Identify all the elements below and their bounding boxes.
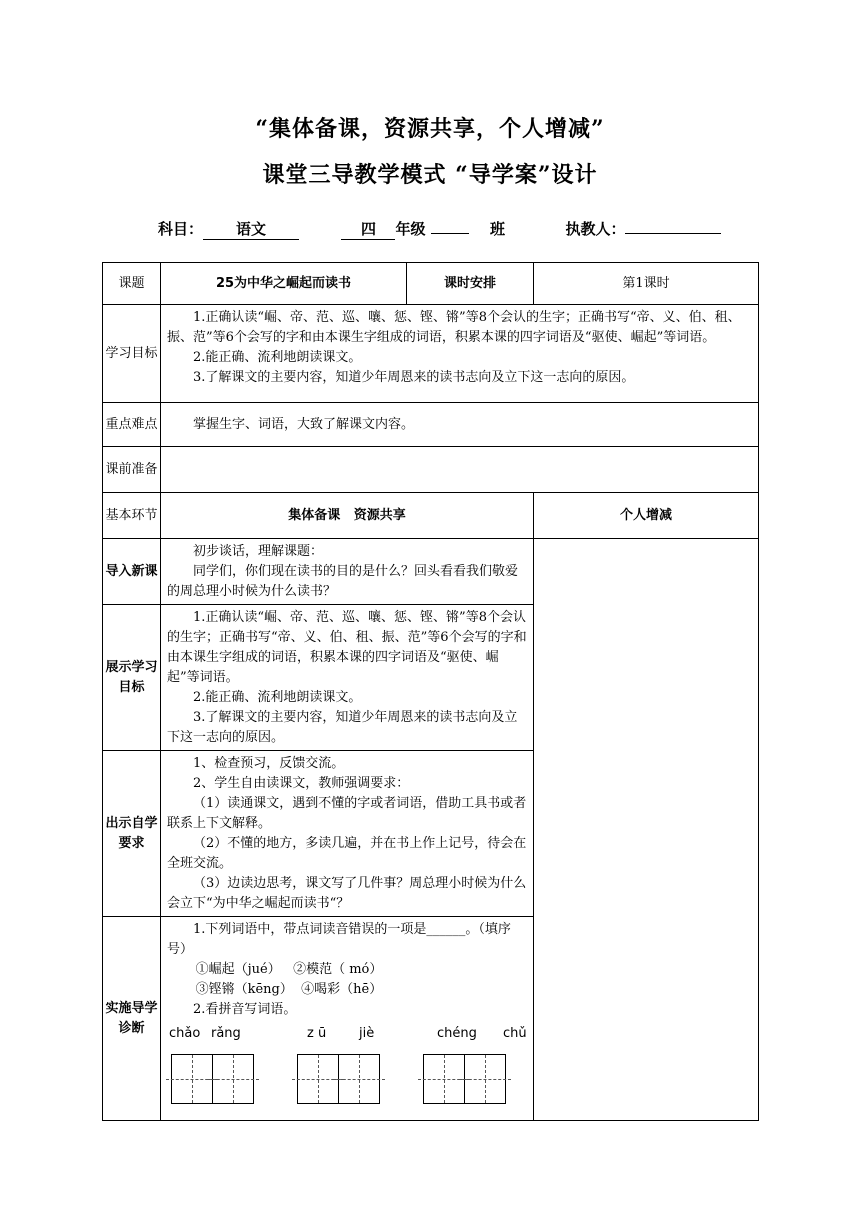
period-value: 第1课时 [534,263,759,305]
row-intro [103,539,759,605]
intro-label: 导入新课 [103,539,161,605]
row-headers [103,493,759,539]
class-label: 班 [489,220,505,238]
key-points-text: 掌握生字、词语，大致了解课文内容。 [161,403,759,447]
schedule-label: 课时安排 [407,263,534,305]
goal-item: 2.能正确、流利地朗读课文。 [193,350,362,365]
teacher-value [625,233,721,234]
subject-label: 科目： [158,220,204,238]
row-goals [103,305,759,403]
basic-steps-label: 基本环节 [103,493,161,539]
goal-item: 3.了解课文的主要内容，知道少年周恩来的读书志向及立下这一志向的原因。 [193,370,635,385]
teacher-label: 执教人： [565,220,626,238]
pinyin-label: chǔ [503,1026,527,1041]
grade-label: 年级 [395,220,426,238]
subject-value: 语文 [203,218,299,240]
pinyin-label: rǎng [211,1026,241,1041]
pinyin-label: chǎo [169,1026,201,1041]
writing-grid-cell[interactable] [338,1054,380,1104]
intro-text: 初步谈话，理解课题： 同学们，你们现在读书的目的是什么？回头看看我们敬爱的周总理小时候为什么读书？ [161,539,534,605]
pinyin-label: z ū [307,1026,327,1041]
pinyin-label: jiè [359,1026,375,1041]
row-key-points [103,403,759,447]
practice-label: 实施导学诊断 [103,917,161,1121]
topic-label: 课题 [103,263,161,305]
show-goals-text: 1.正确认读“崛、帝、范、巡、嚷、惩、铿、锵”等8个会认的生字；正确书写“帝、义、伯、租、振、范”等6个会写的字和由本课生字组成的词语，积累本课的四字词语及“驱使、崛起”等词语。 2.能正确、流利地朗读课文。 3.了解课文的主要内容，知道少年周恩来的读书志向及立下这一志向的原因。 [161,605,534,751]
goals-label: 学习目标 [103,305,161,403]
writing-grid-cell[interactable] [212,1054,254,1104]
goal-item: 1.正确认读“崛、帝、范、巡、嚷、惩、铿、锵”等8个会认的生字；正确书写“帝、义、伯、租、振、范”等6个会写的字和由本课生字组成的词语，积累本课的四字词语及“驱使、崛起”等词语。 [167,310,741,345]
row-topic [103,263,759,305]
self-study-label: 出示自学要求 [103,751,161,917]
writing-grids [167,1054,527,1110]
show-goals-label: 展示学习目标 [103,605,161,751]
pinyin-row [167,1024,527,1046]
key-points-label: 重点难点 [103,403,161,447]
grade-value: 四 [341,218,395,240]
writing-grid-cell[interactable] [464,1054,506,1104]
slogan: “集体备课，资源共享，个人增减” [255,116,605,142]
shared-column-header: 集体备课 资源共享 [161,493,534,539]
practice-text: 1.下列词语中，带点词读音错误的一项是______。（填序号） ①崛起（jué） ②模范（ mó） ③铿锵（kēng） ④喝彩（hē） 2.看拼音写词语。 chǎo rǎng z ū jiè chéng chǔ [161,917,534,1121]
goals-text [161,305,759,403]
lesson-plan-table [102,262,759,1121]
row-preparation [103,447,759,493]
preparation-label: 课前准备 [103,447,161,493]
lesson-title: 25为中华之崛起而读书 [161,263,407,305]
self-study-text: 1、检查预习，反馈交流。 2、学生自由读课文，教师强调要求： （1）读通课文，遇到不懂的字或者词语，借助工具书或者联系上下文解释。 （2）不懂的地方，多读几遍，并在书上作上记号，待会在全班交流。 （3）边读边思考，课文写了几件事？周总理小时候为什么会立下“为中华之崛起而读书“？ [161,751,534,917]
preparation-text [161,447,759,493]
page-title: 课堂三导教学模式 “导学案”设计 [262,162,598,188]
info-line [158,218,721,240]
personal-column-header: 个人增减 [534,493,759,539]
pinyin-label: chéng [437,1026,477,1041]
personal-notes-area [534,539,759,1121]
